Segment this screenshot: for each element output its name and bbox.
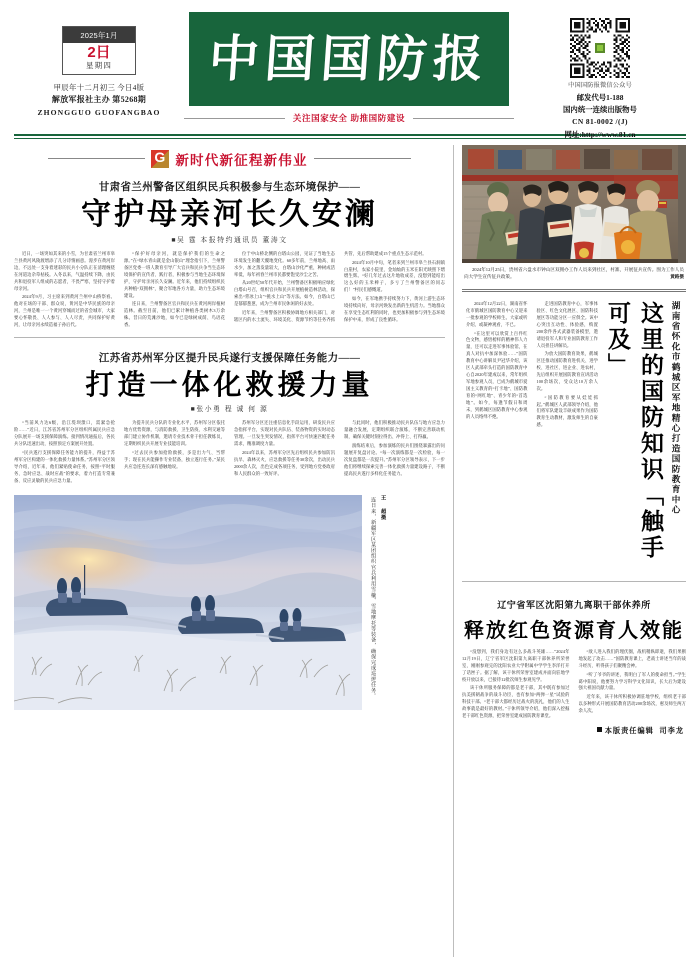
right-article-2-body: [462, 649, 686, 720]
website-url[interactable]: 网址:http://www.81.cn: [564, 129, 636, 139]
right-divider-1: [462, 289, 686, 292]
masthead-left: [14, 12, 184, 119]
paragraph: 近日，一场突如其来的小雪，为甘肃省兰州市皋兰县黄河风陵渡增添了几分诗情画意。漫步在黄河岸边，不远处一支身着迷彩的民兵小分队正在清理缠绕在河道边杂草枯枝。入冬以来，气温持续下降，由民兵和退役军人组成的志愿者，不畏严寒，坚持守护着母亲河。: [14, 251, 115, 291]
conscription-photo: [462, 145, 686, 263]
tagline-rule-right: [413, 118, 514, 119]
paragraph: 近年来，兰州警备区积极协调地方相关部门，对辖区内的水土流失、环境美化、资源节约等任务齐抓共管，先后帮助建成15个重点生态示范村。: [234, 251, 427, 322]
tagline-row: [184, 112, 514, 124]
snow-photo-credit: 王 超摄: [380, 494, 387, 521]
right-article-2-kicker: 辽宁省军区沈阳第九离职干部休养所: [497, 600, 651, 611]
right-column: [454, 145, 686, 957]
lunar-date-line: 甲辰年十二月初三 今日4版: [53, 83, 145, 93]
editor-name: 司李龙: [659, 727, 684, 736]
paragraph: 位于中山桥北侧的白塔山公园，见证了当地生态环境发生的翻天覆地变化。60多年前，兰州地高、雨水少，加之蒸发量较大，白塔山沙化严重，种树成活率低，每年初春兰州市民都要饱受沙尘之苦。: [234, 251, 335, 277]
section-title: 新时代新征程新伟业: [175, 152, 308, 168]
paragraph: 走进国防教育中心，军事体验区、红色文化展区、国防科技展区等功能分区一应俱全。该中心突出互动性、体验感，购置200余件各式武器装备模型，邀请退役军人和专业国防教育工作人员担任讲解员。: [536, 301, 598, 348]
tagline-text: 关注国家安全 助推国防建设: [292, 113, 406, 123]
paragraph: “在这里可以欣赏上百件红色文物，感悟榜样的精神伟人力量，还可以走进军事体验馆，在真人对抗中加深体验……”国防教育中心讲解员尹冠华介绍，该区人武部牵头打造的国防教育中心自2020年建成以来，常年组织军地参观人员，已成为鹤城市爱国主义教育的“打卡地”、国防教育的“网红地”、青少年的“首选地”。如今，每逢节假日和周末，到鹤城区国防教育中心参观的人员络绎不绝。: [466, 330, 528, 419]
section-rule-right: [314, 158, 411, 159]
main-article-headline[interactable]: 守护母亲河长久安澜: [81, 197, 378, 231]
second-article-headline[interactable]: 打造一体化救援力量: [85, 369, 374, 401]
paragraph: 2024年9月，习主席来到黄河兰州中山桥察看。他对在场的干部、群众说，黄河是中华民族的母亲河，兰州是唯一一个黄河穿城而过的省会城市，大家要心怀敬畏、人人参与、人人尽责，共同保护好黄河，让母亲河永续造福子孙后代。: [14, 294, 115, 328]
editor-credit: [462, 726, 686, 736]
section-banner: [14, 149, 445, 169]
paragraph: 与此同时，他们积极推动民兵队伍与地方应急力量融合发展，定期组织联合演练，不断完善联动机制，确保关键时刻拉得出、冲得上、打得赢。: [344, 420, 445, 440]
paragraph: “保护好母亲河，就是保护我们的生命之源。”在“绿水青山就是金山银山”理念指引下，兰州警备区党委一班人教育引导广大官兵和民兵争当生态环境保护的宣传者、践行者，积极参与当地生态环境保护，守护母亲河长久安澜。近年来，他们持续组织民兵种植“双拥林”，聚合军地各方力量，助力生态环境建设。: [124, 251, 225, 298]
tagline-rule-left: [184, 118, 285, 119]
paragraph: “敌人进入我们的埋伏圈，战机稍纵即逝，我们果断地发起了攻击……”国防教育课上，老战士讲述当年的战斗经历，听得孩子们聚精会神。: [578, 649, 686, 669]
snow-photo-block: [14, 495, 445, 710]
paragraph: 2024年12月22日，湖南省怀化市鹤城区国防教育中心又迎来一批参观的学校师生。大家或听介绍、或凝神观看，不已。: [466, 301, 528, 328]
masthead: [14, 12, 686, 139]
paragraph: 连日来，兰州警备区官兵和民兵在黄河两岸植树造林。截至目前，他们已累计种植各类树木3万余株。昔日的荒滩沙地，如今已是绿树成荫、鸟语花香。: [124, 301, 225, 328]
paragraph: 如今，在军地携手持续努力下，黄河上游生态环境持续向好，母亲河焕发出新的生机活力。当地群众在享受生态红利的同时，也更加积极参与到生态环境保护中来，形成了良性循环。: [344, 295, 445, 322]
masthead-meta: [37, 82, 160, 119]
paragraph: 苏州军分区还注重信息化手段运用，研发民兵应急指挥平台，实现对民兵队伍、装备物资的实时动态管理。一旦发生突发情况，指挥平台可快速匹配任务需求，精准调度力量。: [234, 420, 335, 447]
date-year-month: 2025年1月: [63, 27, 135, 43]
snow-patrol-photo: [14, 495, 362, 710]
second-article-kicker: 江苏省苏州军分区提升民兵遂行支援保障任务能力——: [98, 353, 361, 365]
qr-caption: 中国国防报微信公众号: [568, 82, 632, 89]
main-article-kicker: 甘肃省兰州警备区组织民兵积极参与生态环境保护——: [98, 181, 361, 193]
second-article-body: [14, 420, 445, 484]
right-article-1-body: [466, 301, 602, 429]
second-article-byline: ■张小勇 程 诚 何 源: [190, 406, 269, 414]
right-article-1: [462, 301, 686, 573]
paragraph: 该干休所服务保障的都是老干部，其中既有参加过抗美援朝战争的战斗功臣，也有参加“两弹一星”试验的科技干部。“老干部大都经历过战火的洗礼，他们的人生故事就是最好的教材。”干休所领导介绍，他们深入挖掘老干部红色资源，把荣誉室建成国防教育课堂。: [462, 685, 570, 719]
main-article-byline: ■吴 霆 本报特约通讯员 董涛文: [171, 237, 288, 245]
paragraph: “国防教育要从娃娃抓起。”鹤城区人武部领导介绍，他们将军队建设丰硕成果作为国防教育生动教材，激发师生的自豪感。: [536, 394, 598, 428]
date-day: 2日: [87, 43, 111, 61]
publisher-line: 解放军报社主办 第5268期: [51, 94, 147, 104]
paragraph: “没想到，我们身边有这么多战斗英雄……”2024年12月19日，辽宁省军区沈阳第九离职干部休养所荣誉室，刚刚参观完的沈阳农业大学附属中学学生李洋打开了话匣子。据了解，该干休所荣誉室建成并面向驻地学校开放以来，已接待12批次师生参观见学。: [462, 649, 570, 682]
paragraph: 演练结束后，参加演练的民兵们围绕暴露出的问题展开复盘讨论。“每一次演练都是一次检验，每一次复盘都是一次提升。”苏州军分区领导表示，下一步他们将继续探索完善一体化救援力量建设路子，不断提高民兵遂行多样化任务能力。: [344, 442, 445, 476]
newspaper-title: 中国国防报: [206, 29, 492, 88]
right-article-2-headline[interactable]: 释放红色资源育人效能: [464, 620, 684, 643]
section-logo-icon: [151, 150, 169, 168]
left-column: [14, 145, 454, 957]
editor-label: 本版责任编辑: [604, 727, 654, 736]
conscription-photo-caption: 2024年12月25日，贵州省六盘水市钟山区双拥办工作人员来到社区，村寨，开展征兵宣传。图为工作人员向大学生宣传征兵政策。: [464, 266, 684, 279]
right-article-2: [462, 598, 686, 720]
article-divider: [14, 337, 445, 338]
conscription-photo-credit: 黄路摄: [670, 273, 684, 279]
paragraph: 2024年以来，苏州军分区先后组织民兵参加防汛抗旱、森林灭火、应急救援等任务30余次，出动民兵2000余人次，出色完成各项任务，受到地方党委政府和人民群众的一致好评。: [234, 449, 335, 476]
paragraph: “听了爷爷的讲述，我明白了军人的使命担当。”学生葛中阳说，他要努力学习科学文化知识，长大后为建设强大祖国贡献力量。: [578, 671, 686, 691]
conscription-photo-caption-block: [462, 263, 686, 281]
masthead-right: [514, 12, 686, 141]
date-weekday: 星期四: [85, 61, 113, 71]
wechat-qr-code[interactable]: [570, 18, 630, 78]
paragraph: 2024年10月中旬，笔者来到兰州市皋兰县石洞镇白崖村，农家小院里，金灿灿的玉米在阳光映照下熠熠生辉。“好几年过去这片地收成差，没想到能结出这么好的玉米棒子，多亏了兰州警备区的同志们！”村民们感慨道。: [344, 259, 445, 293]
bullet-square-icon: [597, 727, 602, 732]
main-article-body: [14, 251, 445, 329]
post-code: 邮发代号1-188: [576, 93, 624, 102]
date-box: [62, 26, 136, 75]
right-article-1-headline[interactable]: 这里的国防知识「触手可及」: [605, 301, 664, 562]
serial-number: CN 81-0002 /(J): [572, 117, 628, 127]
paragraph: 从20世纪50年代开始，兰州警备区积极响应绿化白塔山号召，组织官兵和民兵开展植树造林活动，探索出“背冰上山”“挑水上山”等方法。如今，白塔山已是郁郁葱葱，成为兰州市民休闲的好去处。: [234, 280, 335, 307]
page-content: [14, 145, 686, 957]
pinyin-title: ZHONGGUO GUOFANGBAO: [37, 108, 161, 118]
publication-info: [563, 92, 637, 141]
paragraph: “民兵遂行支援保障任务能力的提升，得益于苏州军分区构建的一体化救援力量体系。”苏州军分区领导介绍，近年来，他们紧贴使命任务，按照“平时服务、急时应急、战时应战”的要求，着力打造专常兼备、反应灵敏的民兵应急力量。: [14, 449, 115, 483]
paragraph: 为放大国防教育效果，鹤城区还推动国防教育进机关、进学校、进社区、进企业、进农村，先后组织开展国防教育宣讲活动100余场次，受众达10万余人次。: [536, 351, 598, 392]
paragraph: “当前风力达6级，沿江堤坝溃口，需紧急抢险……”近日，江苏省苏州军分区组织所属民兵应急分队展开一场支援保障演练。接到情况通报后，各民兵分队迅速出动，按照预定方案展开处置。: [14, 420, 115, 447]
right-divider-2: [462, 581, 686, 582]
newspaper-logo-band: [189, 12, 509, 106]
section-rule-left: [48, 158, 145, 159]
right-article-1-kicker: 湖南省怀化市鹤城区军地精心打造国防教育中心: [671, 301, 681, 516]
paragraph: 为提升民兵分队的专业化水平，苏州军分区依托地方优势资源，与消防救援、卫生防疫、水利交通等部门建立协作机制，邀请专业技术骨干担任教练员，定期组织民兵开展专业技能培训。: [124, 420, 225, 447]
paragraph: 近年来，该干休所积极协调驻地学校，组织老干部以多种形式开展国防教育活动200余场次，惠及师生两万余人次。: [578, 693, 686, 713]
masthead-center: [184, 12, 514, 124]
paragraph: “过去民兵参加抢险救援，多是出力气、当帮手；现在民兵能操作专业装备，独立遂行任务。”某民兵应急连连长深有感触地说。: [124, 449, 225, 469]
serial-label: 国内统一连续出版物号: [563, 105, 637, 115]
snow-photo-caption: 连日来，新疆军区某团组织官兵利用雪橇、雪地摩托等装备，确保完成巡逻任务。: [370, 496, 377, 699]
snow-photo-caption-block: [362, 495, 387, 710]
